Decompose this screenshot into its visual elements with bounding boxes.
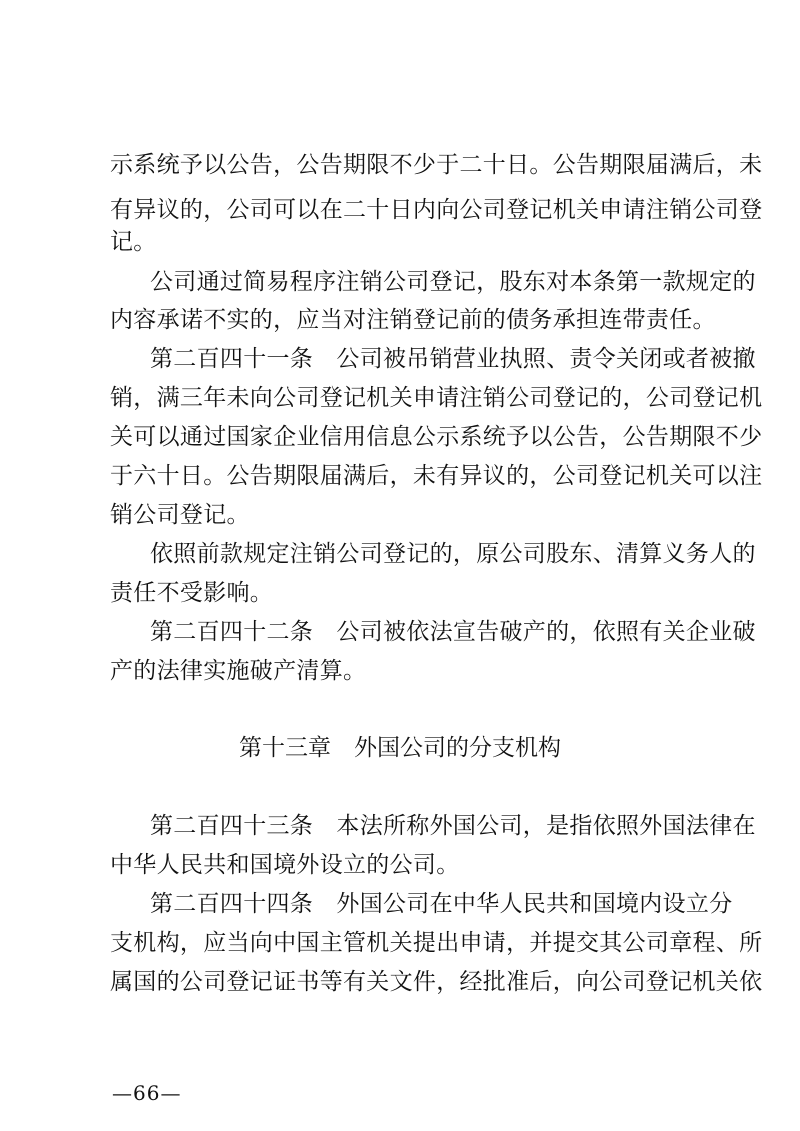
- text-line: 责任不受影响。: [110, 580, 274, 606]
- text-line: 于六十日。公告期限届满后，未有异议的，公司登记机关可以注: [110, 463, 763, 489]
- article-241-line: 第二百四十一条 公司被吊销营业执照、责令关闭或者被撤: [150, 346, 756, 372]
- text-line: 依照前款规定注销公司登记的，原公司股东、清算义务人的: [150, 541, 756, 567]
- article-242-line: 第二百四十二条 公司被依法宣告破产的，依照有关企业破: [150, 619, 756, 645]
- article-244-line: 第二百四十四条 外国公司在中华人民共和国境内设立分: [150, 891, 733, 917]
- text-line: 产的法律实施破产清算。: [110, 658, 367, 684]
- text-line: 有异议的，公司可以在二十日内向公司登记机关申请注销公司登: [110, 197, 763, 223]
- page-number: —66—: [112, 1081, 182, 1105]
- text-line: 内容承诺不实的，应当对注销登记前的债务承担连带责任。: [110, 307, 716, 333]
- chapter-title: 第十三章 外国公司的分支机构: [239, 735, 561, 761]
- text-line: 中华人民共和国境外设立的公司。: [110, 852, 460, 878]
- article-243-line: 第二百四十三条 本法所称外国公司，是指依照外国法律在: [150, 813, 756, 839]
- text-line: 销公司登记。: [110, 502, 250, 528]
- text-line: 关可以通过国家企业信用信息公示系统予以公告，公告期限不少: [110, 424, 763, 450]
- text-line: 公司通过简易程序注销公司登记，股东对本条第一款规定的: [150, 269, 756, 295]
- text-line: 示系统予以公告，公告期限不少于二十日。公告期限届满后，未: [110, 152, 763, 178]
- text-line: 支机构，应当向中国主管机关提出申请，并提交其公司章程、所: [110, 930, 763, 956]
- text-line: 销，满三年未向公司登记机关申请注销公司登记的，公司登记机: [110, 385, 763, 411]
- text-line: 属国的公司登记证书等有关文件，经批准后，向公司登记机关依: [110, 969, 763, 995]
- text-line: 记。: [110, 229, 157, 255]
